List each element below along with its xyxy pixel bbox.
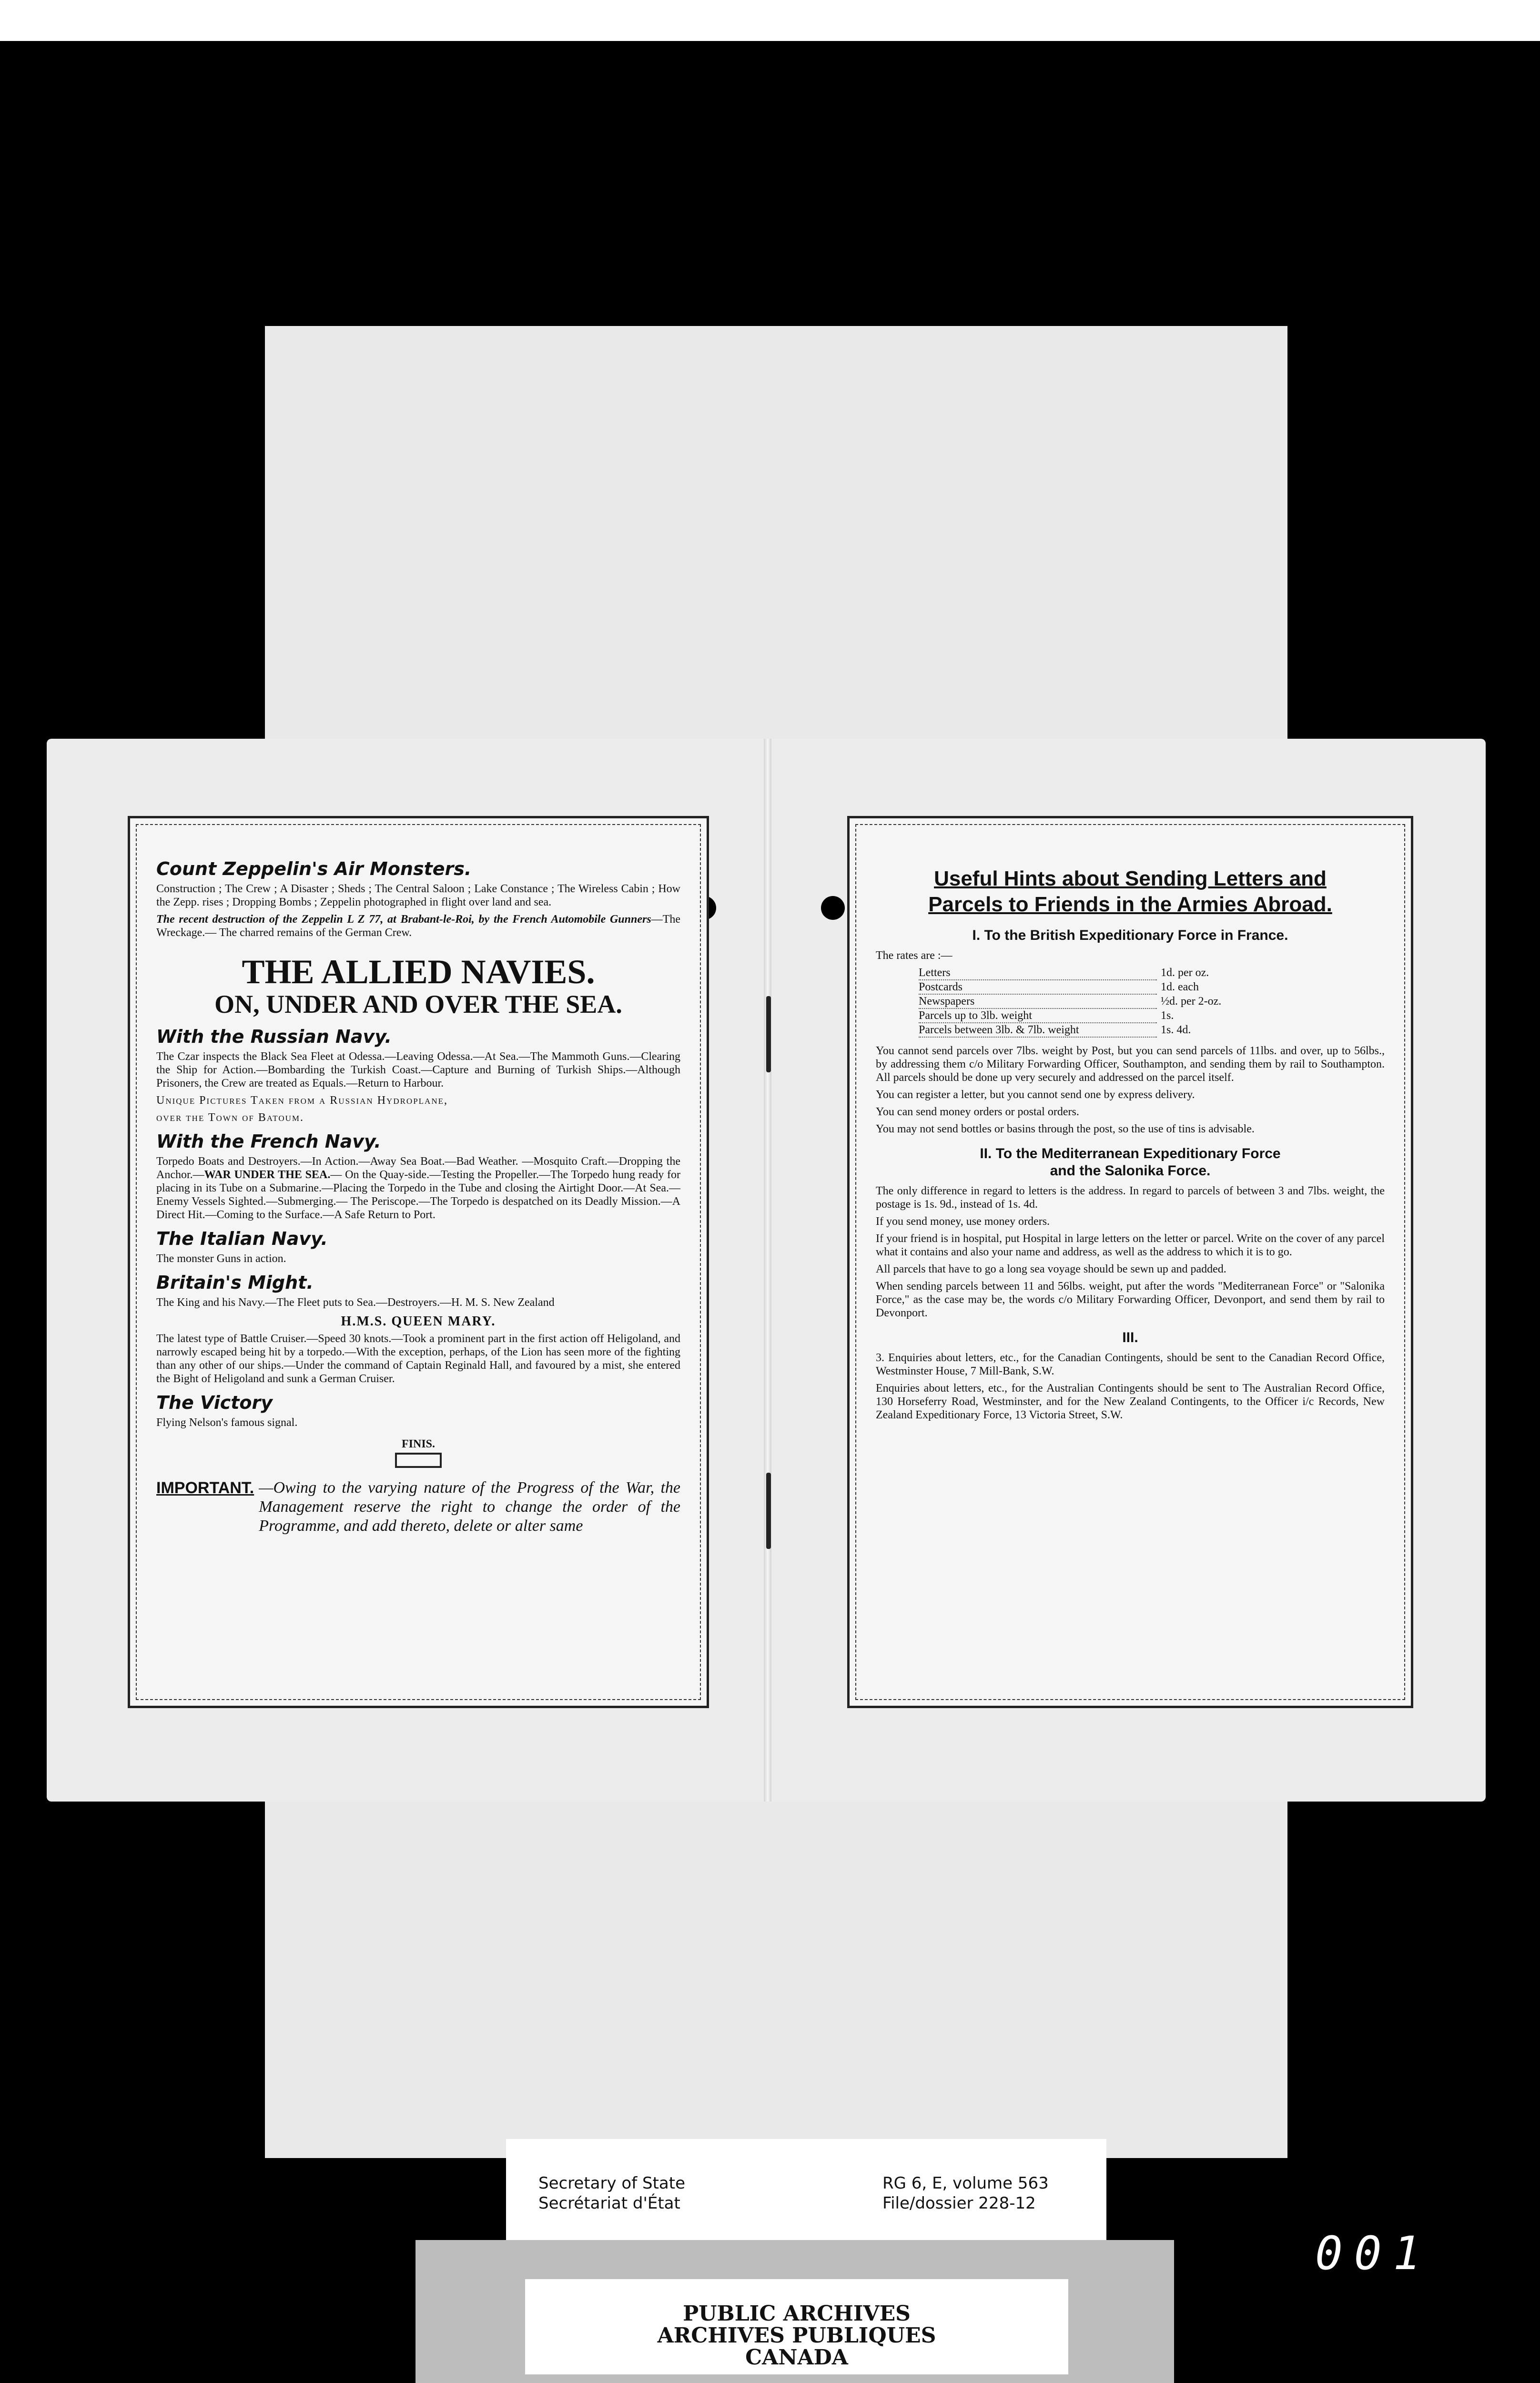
hint-paragraph: If your friend is in hospital, put Hospital in large letters on the letter or parcel. Write on the cover of any parcel what it contains and also your name and address, as well as the address to which it is to go. (876, 1232, 1385, 1258)
left-programme-panel (128, 816, 709, 1708)
allied-navies-subtitle: ON, UNDER AND OVER THE SEA. (214, 990, 622, 1018)
russian-navy-heading: With the Russian Navy. (156, 1026, 392, 1047)
french-navy-body: Torpedo Boats and Destroyers.—In Action.—Away Sea Boat.—Bad Weather. —Mosquito Craft.—Dropping the Anchor.—WAR UNDER THE SEA.— On the Quay-side.—Testing the Propeller.—The Torpedo hung ready for placing in its Tube on a Submarine.—Placing the Torpedo in the Tube and closing the Airtight Door.—At Sea.—Enemy Vessels Sighted.—Submerging.— The Periscope.—The Torpedo is despatched on its Deadly Mission.—A Direct Hit.—Coming to the Surface.—A Safe Return to Port. (156, 1155, 680, 1221)
file-number: File/dossier 228-12 (882, 2194, 1036, 2213)
queen-mary-body: The latest type of Battle Cruiser.—Speed 30 knots.—Took a prominent part in the first action off Heligoland, and narrowly escaped being hit by a torpedo.—With the exception, perhaps, of the Lion has seen more of the fighting than any other of our ships.—Under the command of Captain Reginald Hall, and favoured by a mist, she entered the Bight of Heligoland and sunk a German Cruiser. (156, 1333, 680, 1385)
hint-paragraph: You may not send bottles or basins through the post, so the use of tins is advisable. (876, 1123, 1255, 1135)
hints-title-line2: Parcels to Friends in the Armies Abroad. (928, 893, 1332, 916)
britain-heading: Britain's Might. (156, 1272, 314, 1293)
stamp-line-2: ARCHIVES PUBLIQUES (657, 2323, 936, 2348)
section-2-heading: II. To the Mediterranean Expeditionary Force and the Salonika Force. (980, 1146, 1281, 1179)
top-white-strip (0, 0, 1540, 41)
staple-bottom (766, 1473, 771, 1549)
rate-row: Postcards 1d. each (919, 980, 1385, 995)
italian-navy-heading: The Italian Navy. (156, 1228, 328, 1249)
rate-row: Parcels between 3lb. & 7lb. weight 1s. 4d. (919, 1023, 1385, 1038)
hint-paragraph: You can send money orders or postal orders. (876, 1106, 1079, 1118)
frame-counter-digits: 001 (1315, 2227, 1432, 2280)
staple-top (766, 996, 771, 1072)
hint-paragraph: Enquiries about letters, etc., for the Australian Contingents should be sent to The Australian Record Office, 130 Horseferry Road, Westminster, and for the New Zealand Contingents, to the Officer i/c Records, New Zealand Expeditionary Force, 13 Victoria Street, S.W. (876, 1382, 1385, 1421)
right-hints-panel (847, 816, 1413, 1708)
programme-spread (47, 739, 1486, 1802)
rate-row: Newspapers ½d. per 2-oz. (919, 995, 1385, 1009)
victory-heading: The Victory (156, 1392, 273, 1413)
zeppelin-destruction: The recent destruction of the Zeppelin L Z 77, at Brabant-le-Roi, by the French Automobile Gunners—The Wreckage.— The charred remains of the German Crew. (156, 913, 680, 939)
finis-label: FINIS. (401, 1438, 436, 1450)
hint-paragraph: If you send money, use money orders. (876, 1215, 1050, 1228)
section-1-heading: I. To the British Expeditionary Force in France. (972, 927, 1288, 943)
archive-reference-label (506, 2139, 1106, 2241)
allied-navies-title: THE ALLIED NAVIES. (242, 953, 595, 991)
hint-paragraph: You cannot send parcels over 7lbs. weight by Post, but you can send parcels of 11lbs. and over, up to 56lbs., by addressing them c/o Military Forwarding Officer, Southampton, and sending them by rail to Southampton. All parcels should be done up very securely and addressed on the parcel itself. (876, 1045, 1385, 1084)
russian-navy-body: The Czar inspects the Black Sea Fleet at Odessa.—Leaving Odessa.—At Sea.—The Mammoth Guns.—Clearing the Ship for Action.—Bombarding the Turkish Coast.—Capture and Burning of Turkish Ships.—Although Prisoners, the Crew are treated as Equals.—Return to Harbour. (156, 1050, 680, 1090)
russian-caption-2: over the Town of Batoum. (156, 1111, 304, 1124)
rate-row: Parcels up to 3lb. weight 1s. (919, 1009, 1385, 1023)
hints-title (876, 866, 1385, 917)
britain-body: The King and his Navy.—The Fleet puts to Sea.—Destroyers.—H. M. S. New Zealand (156, 1296, 555, 1309)
important-note (156, 1478, 680, 1536)
record-group: RG 6, E, volume 563 (882, 2174, 1049, 2193)
section-3-heading: III. (1122, 1330, 1138, 1345)
hint-paragraph: You can register a letter, but you cannot send one by express delivery. (876, 1089, 1195, 1101)
italian-navy-body: The monster Guns in action. (156, 1253, 286, 1265)
hint-paragraph: When sending parcels between 11 and 56lbs. weight, put after the words "Mediterranean Force" or "Salonika Force," as the case may be, the words c/o Military Forwarding Officer, Devonport, and send them by rail to Devonport. (876, 1280, 1385, 1319)
punch-hole-right (821, 896, 845, 920)
public-archives-stamp (415, 2240, 1174, 2383)
rates-intro: The rates are :— (876, 949, 952, 962)
zeppelin-body: Construction ; The Crew ; A Disaster ; Sheds ; The Central Saloon ; Lake Constance ; The Wireless Cabin ; How the Zepp. rises ; Dropping Bombs ; Zeppelin photographed in flight over land and sea. (156, 883, 680, 908)
department-name-en: Secretary of State (538, 2174, 685, 2193)
rates-table (919, 966, 1385, 1038)
russian-caption-1: Unique Pictures Taken from a Russian Hydroplane, (156, 1094, 448, 1107)
queen-mary-heading: H.M.S. QUEEN MARY. (341, 1314, 496, 1329)
frame-counter (1315, 2227, 1468, 2279)
center-fold (764, 739, 771, 1802)
important-text: —Owing to the varying nature of the Progress of the War, the Management reserve the right to change the order of the Programme, and add thereto, delete or alter same (259, 1479, 680, 1535)
stamp-line-3: CANADA (745, 2345, 848, 2370)
rate-row: Letters 1d. per oz. (919, 966, 1385, 980)
hints-title-line1: Useful Hints about Sending Letters and (934, 867, 1327, 890)
hint-paragraph: The only difference in regard to letters is the address. In regard to parcels of between 3 and 7lbs. weight, the postage is 1s. 9d., instead of 1s. 4d. (876, 1185, 1385, 1211)
stamp-line-1: PUBLIC ARCHIVES (683, 2302, 911, 2326)
hint-paragraph: All parcels that have to go a long sea voyage should be sewn up and padded. (876, 1263, 1226, 1275)
department-name-fr: Secrétariat d'État (538, 2194, 680, 2213)
finis-ornament (395, 1453, 442, 1468)
zeppelin-heading: Count Zeppelin's Air Monsters. (156, 858, 472, 879)
hint-paragraph: 3. Enquiries about letters, etc., for the Canadian Contingents, should be sent to the Canadian Record Office, Westminster House, 7 Mill-Bank, S.W. (876, 1352, 1385, 1377)
victory-body: Flying Nelson's famous signal. (156, 1416, 298, 1429)
french-navy-heading: With the French Navy. (156, 1131, 381, 1152)
important-label: IMPORTANT. (156, 1479, 254, 1497)
